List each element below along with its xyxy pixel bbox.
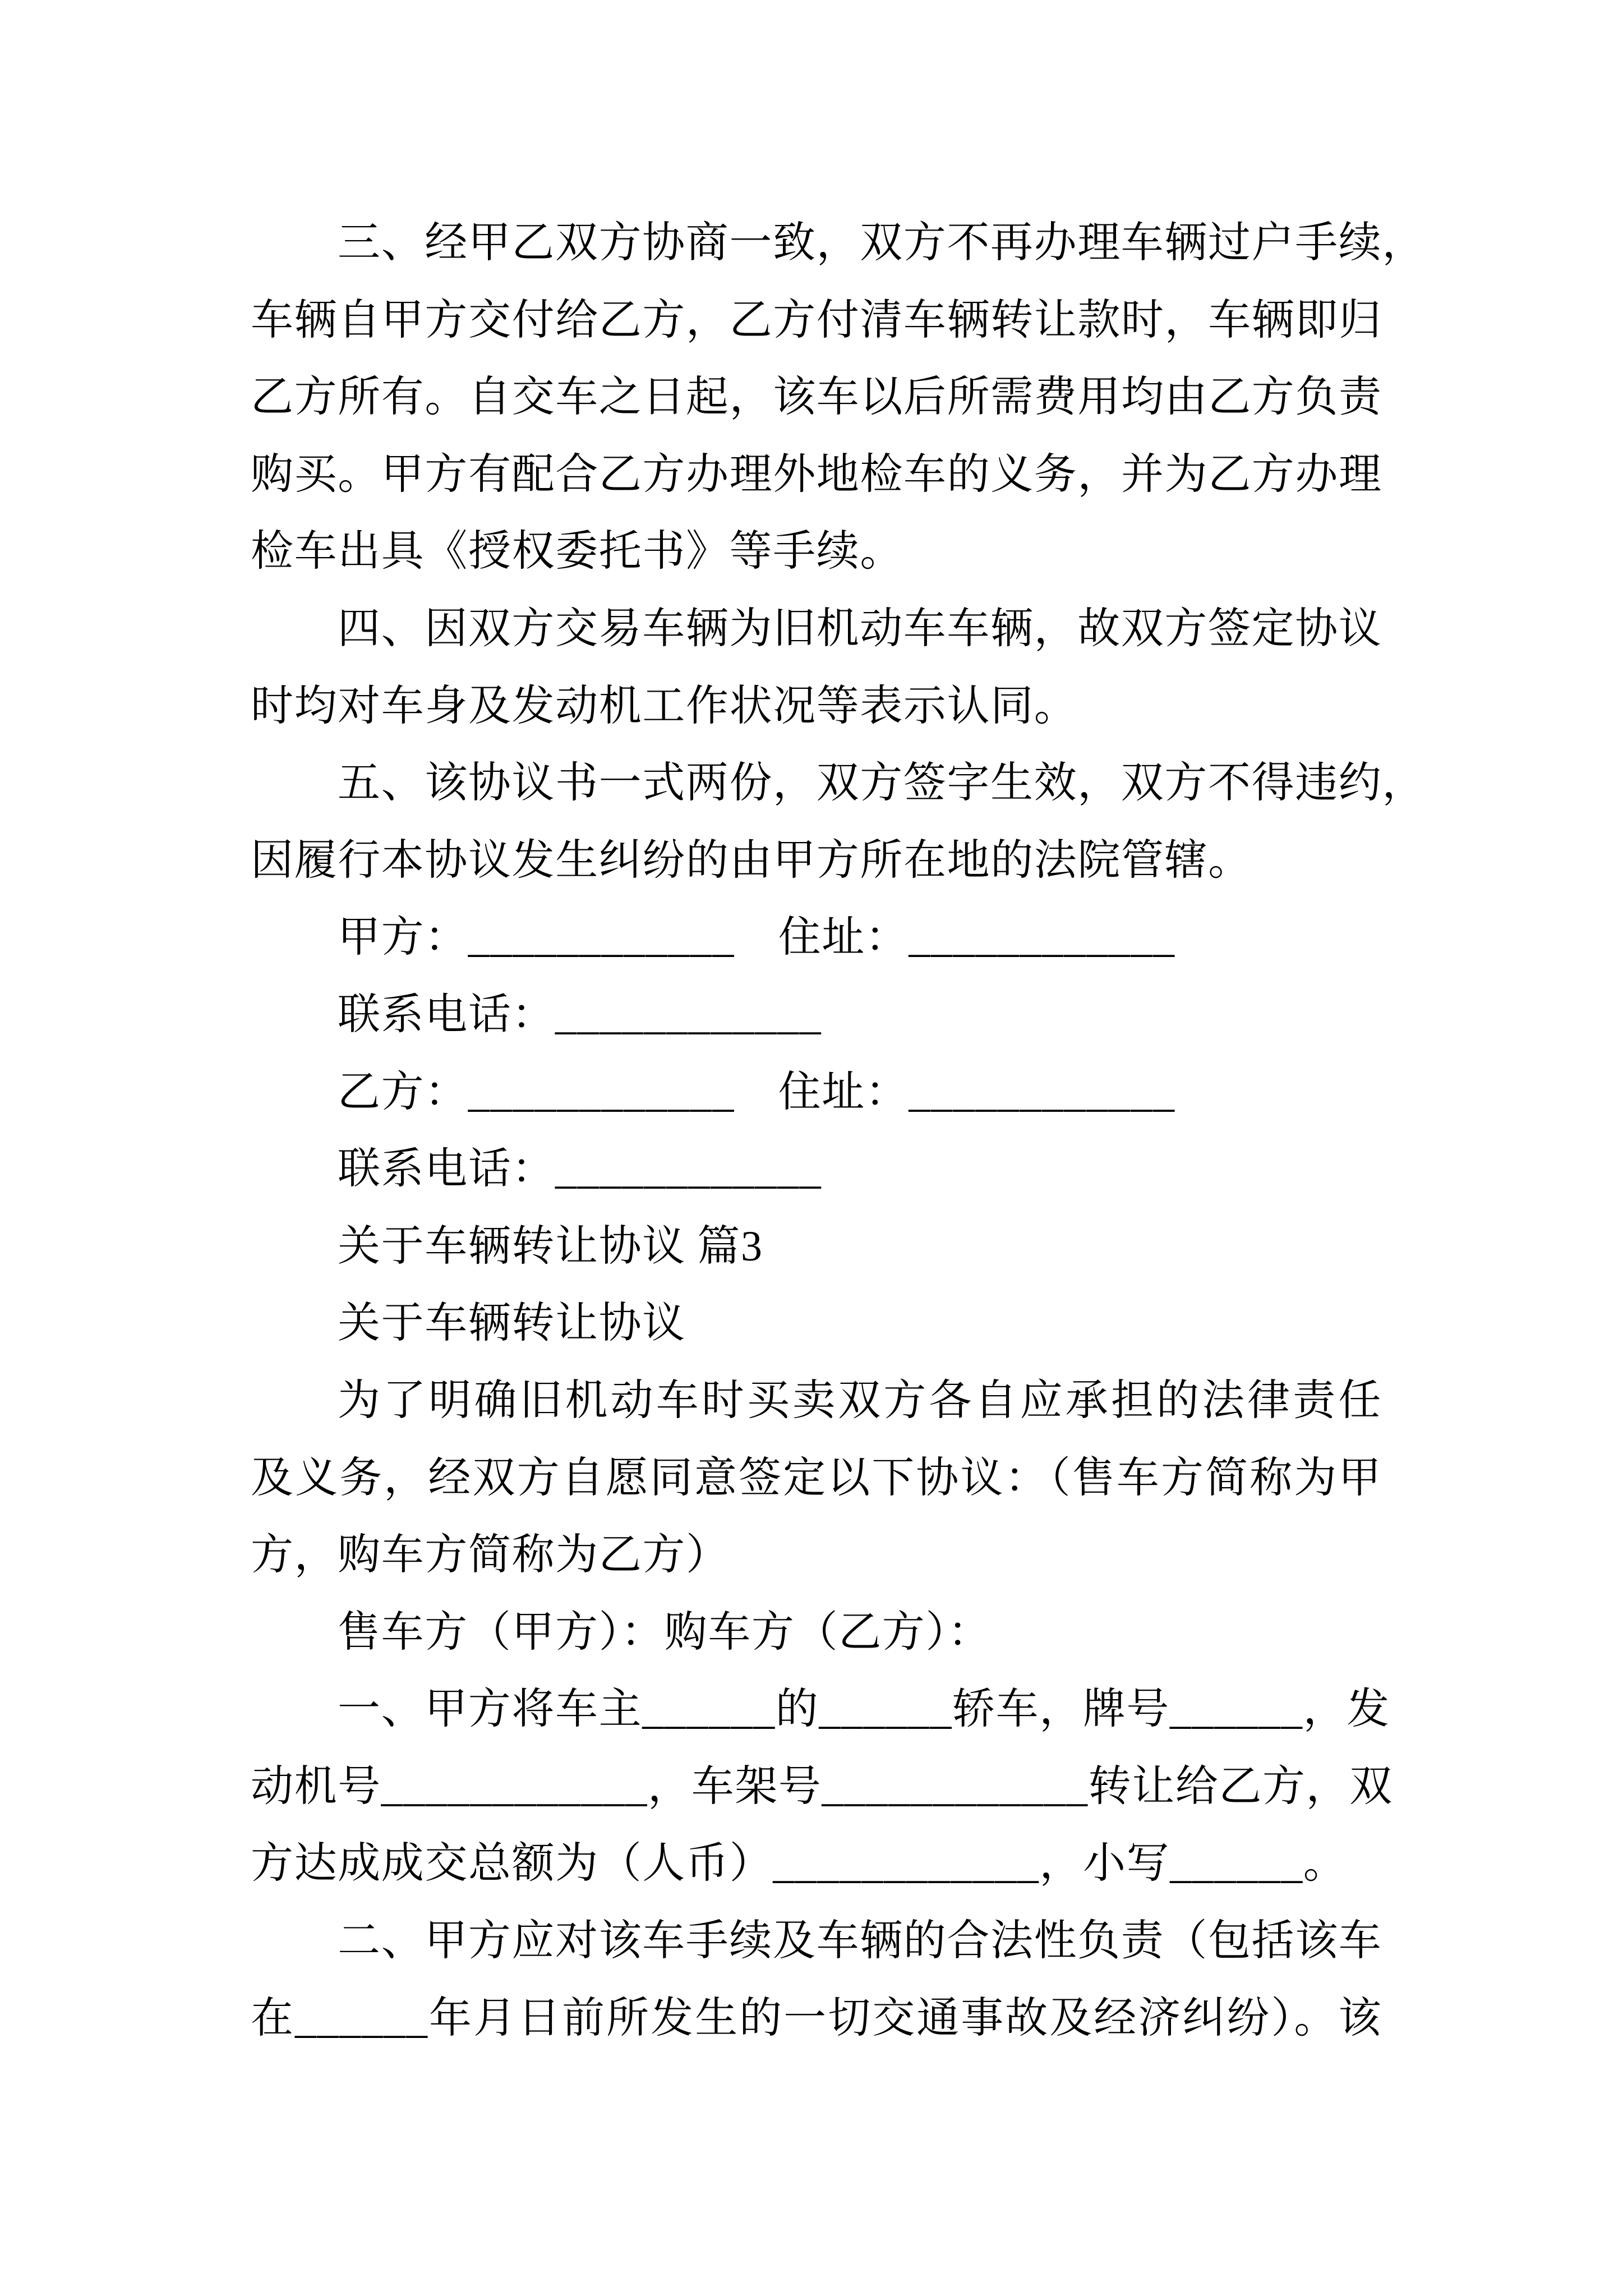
clause-five-line: 因履行本协议发生纠纷的由甲方所在地的法院管辖。 bbox=[251, 836, 1252, 884]
party-b-signature bbox=[251, 1054, 1382, 1131]
clause-four-line: 时均对车身及发动机工作状况等表示认同。 bbox=[251, 682, 1078, 730]
parties-line bbox=[251, 1594, 1382, 1672]
clause-three bbox=[251, 205, 1426, 591]
clause-three-line: 购买。甲方有配合乙方办理外地检车的义务，并为乙方办理 bbox=[251, 450, 1382, 498]
party-b-name-address-line: 乙方：____________ 住址：____________ bbox=[338, 1068, 1175, 1116]
party-a-phone-line: 联系电话：____________ bbox=[338, 991, 822, 1038]
clause-one-line: 一、甲方将车主______的______轿车，牌号______，发 bbox=[338, 1686, 1390, 1733]
agreement-title bbox=[251, 1285, 1382, 1363]
clause-three-line: 三、经甲乙双方协商一致，双方不再办理车辆过户手续， bbox=[338, 219, 1426, 266]
clause-one-line: 方达成成交总额为（人币）____________，小写______。 bbox=[251, 1840, 1347, 1888]
clause-three-line: 检车出具《授权委托书》等手续。 bbox=[251, 528, 903, 576]
clause-three-line: 乙方所有。自交车之日起，该车以后所需费用均由乙方负责 bbox=[251, 374, 1382, 421]
preamble-line: 为了明确旧机动车时买卖双方各自应承担的法律责任 bbox=[338, 1377, 1382, 1424]
clause-four-line: 四、因双方交易车辆为旧机动车车辆，故双方签定协议 bbox=[338, 605, 1382, 652]
party-a-contact bbox=[251, 977, 1382, 1054]
clause-four bbox=[251, 591, 1382, 745]
party-a-name-address-line: 甲方：____________ 住址：____________ bbox=[338, 914, 1175, 961]
section-heading bbox=[251, 1208, 1382, 1286]
clause-one-line: 动机号____________，车架号____________转让给乙方，双 bbox=[251, 1763, 1393, 1810]
clause-one bbox=[251, 1671, 1393, 1903]
clause-five bbox=[251, 745, 1426, 899]
clause-two-line: 在______年月日前所发生的一切交通事故及经济纠纷）。该 bbox=[251, 1994, 1382, 2042]
agreement-title-text: 关于车辆转让协议 bbox=[338, 1300, 686, 1347]
party-a-signature bbox=[251, 899, 1382, 977]
clause-three-line: 车辆自甲方交付给乙方，乙方付清车辆转让款时，车辆即归 bbox=[251, 296, 1382, 344]
preamble-line: 方，购车方简称为乙方） bbox=[251, 1531, 730, 1579]
clause-five-line: 五、该协议书一式两份，双方签字生效，双方不得违约， bbox=[338, 760, 1426, 807]
clause-two-line: 二、甲方应对该车手续及车辆的合法性负责（包括该车 bbox=[338, 1917, 1382, 1965]
preamble bbox=[251, 1363, 1382, 1594]
clause-two bbox=[251, 1903, 1382, 2057]
party-b-contact bbox=[251, 1131, 1382, 1208]
party-b-phone-line: 联系电话：____________ bbox=[338, 1145, 822, 1193]
section-heading-text: 关于车辆转让协议 篇3 bbox=[338, 1222, 763, 1270]
preamble-line: 及义务，经双方自愿同意签定以下协议：（售车方简称为甲 bbox=[251, 1454, 1382, 1502]
parties-line-text: 售车方（甲方）：购车方（乙方）： bbox=[338, 1608, 992, 1656]
